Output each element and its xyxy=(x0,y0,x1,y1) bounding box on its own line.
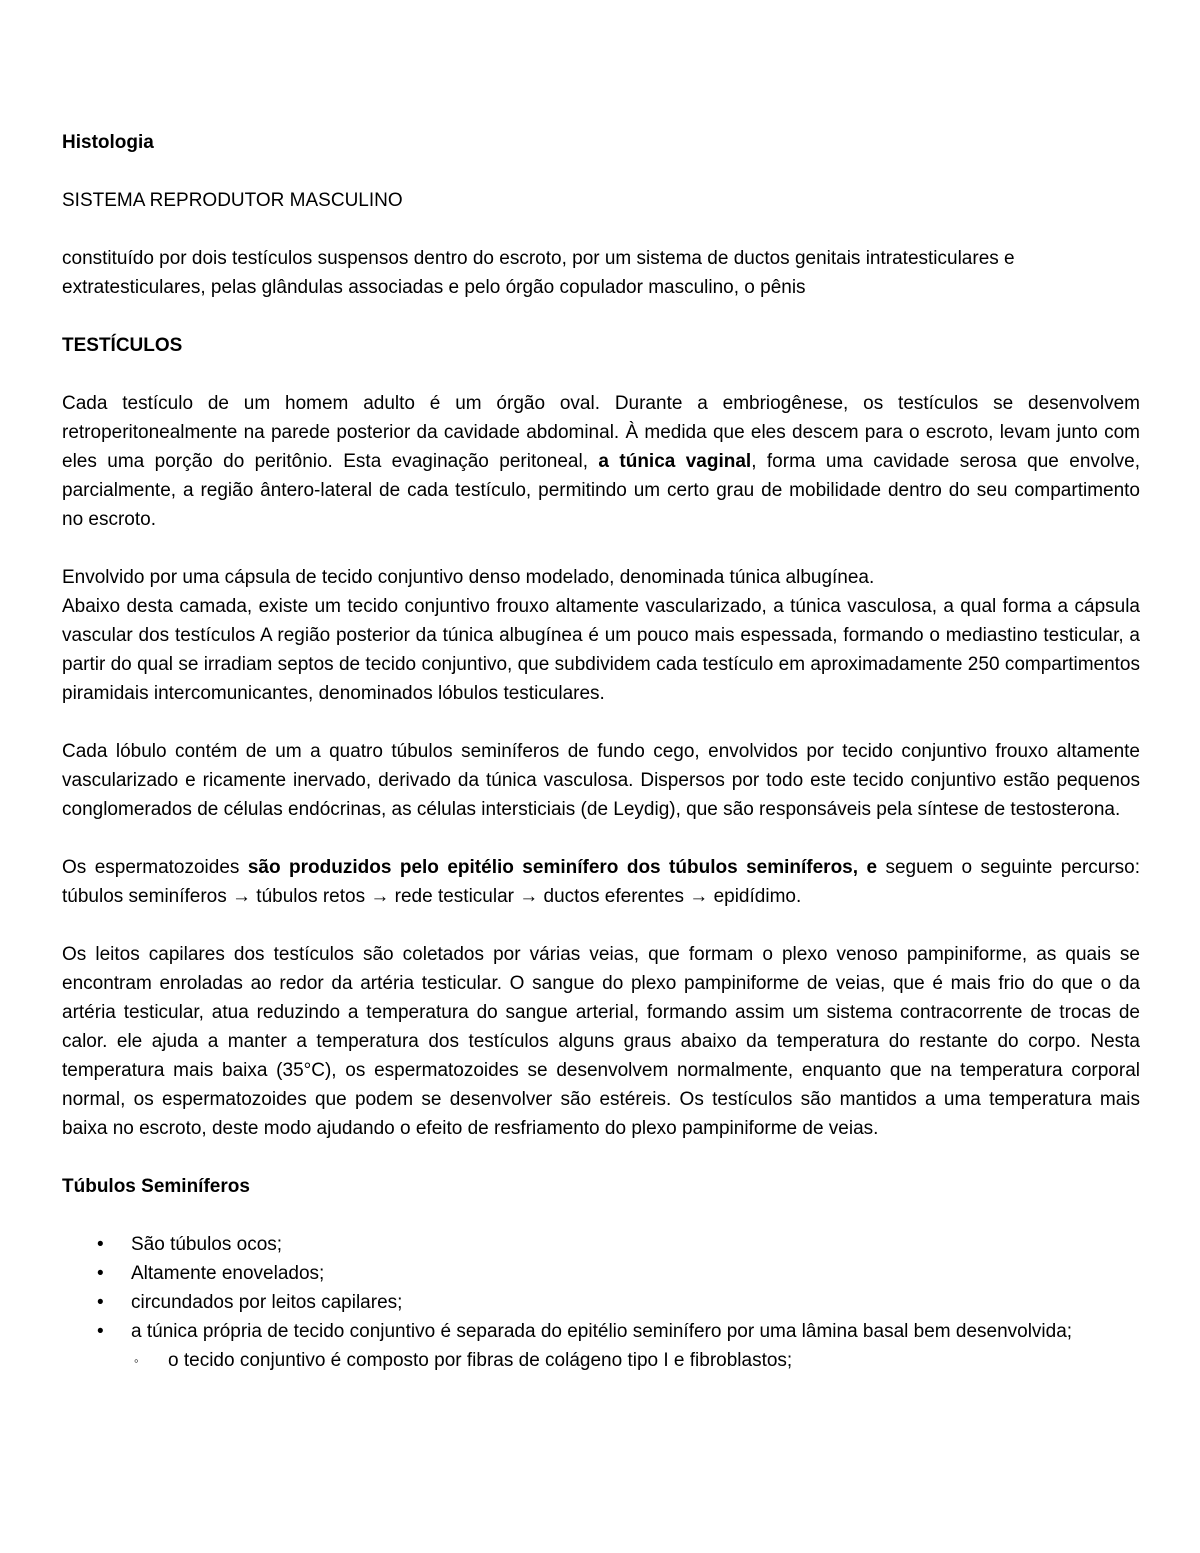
tubulos-bullet-list xyxy=(62,1230,1140,1346)
paragraph-text: Cada testículo de um homem adulto é um órgão oval. Durante a embriogênese, os testículos se desenvolvem retroperitonealmente na parede posterior da cavidade abdominal. À medida que eles descem para o escroto, levam junto com eles uma porção do peritônio. Esta evaginação peritoneal, xyxy=(62,393,1140,472)
testiculos-paragraph-2: Abaixo desta camada, existe um tecido conjuntivo frouxo altamente vascularizado, a túnica vasculosa, a qual forma a cápsula vascular dos testículos A região posterior da túnica albugínea é um pouco mais espessada, formando o mediastino testicular, a partir do qual se irradiam septos de tecido conjuntivo, que subdividem cada testículo em aproximadamente 250 compartimentos piramidais intercomunicantes, denominados lóbulos testiculares. xyxy=(62,596,1140,704)
bold-term: a túnica vaginal xyxy=(598,451,752,472)
sub-list-item: ◦ o tecido conjuntivo é composto por fibras de colágeno tipo I e fibroblastos; xyxy=(62,1346,1140,1375)
testiculos-paragraph-4 xyxy=(62,853,1140,911)
intro-paragraph: constituído por dois testículos suspensos dentro do escroto, por um sistema de ductos genitais intratesticulares e extratesticulares, pelas glândulas associadas e pelo órgão copulador masculino, o pênis xyxy=(62,248,1015,298)
bold-term: são produzidos pelo epitélio seminífero dos túbulos seminíferos, e xyxy=(247,857,878,878)
tubulos-heading: Túbulos Seminíferos xyxy=(62,1176,250,1197)
list-item: • Altamente enovelados; xyxy=(62,1259,1140,1288)
tubulos-sub-bullet-list xyxy=(62,1346,1140,1375)
testiculos-paragraph-5: Os leitos capilares dos testículos são coletados por várias veias, que formam o plexo venoso pampiniforme, as quais se encontram enroladas ao redor da artéria testicular. O sangue do plexo pampiniforme de veias, que é mais frio do que o da artéria testicular, atua reduzindo a temperatura do sangue arterial, formando assim um sistema contracorrente de trocas de calor. ele ajuda a manter a temperatura dos testículos alguns graus abaixo da temperatura do restante do corpo. Nesta temperatura mais baixa (35°C), os espermatozoides se desenvolvem normalmente, enquanto que na temperatura corporal normal, os espermatozoides que podem se desenvolver são estéreis. Os testículos são mantidos a uma temperatura mais baixa no escroto, deste modo ajudando o efeito de resfriamento do plexo pampiniforme de veias. xyxy=(62,944,1140,1139)
paragraph-text: , forma uma cavidade serosa que envolve, parcialmente, a região ântero-lateral de cada testículo, permitindo um certo grau de mobilidade dentro do seu compartimento no escroto. xyxy=(62,451,1141,530)
list-item: • São túbulos ocos; xyxy=(62,1230,1140,1259)
system-heading: SISTEMA REPRODUTOR MASCULINO xyxy=(62,190,403,211)
testiculos-paragraph-3: Cada lóbulo contém de um a quatro túbulos seminíferos de fundo cego, envolvidos por tecido conjuntivo frouxo altamente vascularizado e ricamente inervado, derivado da túnica vasculosa. Dispersos por todo este tecido conjuntivo estão pequenos conglomerados de células endócrinas, as células intersticiais (de Leydig), que são responsáveis pela síntese de testosterona. xyxy=(62,741,1140,820)
list-item: • a túnica própria de tecido conjuntivo é separada do epitélio seminífero por uma lâmina basal bem desenvolvida; xyxy=(62,1317,1140,1346)
document-title: Histologia xyxy=(62,132,154,153)
paragraph-text: seguem o seguinte percurso: túbulos seminíferos → túbulos retos → rede testicular → ductos eferentes → epidídimo. xyxy=(62,857,1141,907)
document-page xyxy=(62,128,1140,1375)
paragraph-text: Os espermatozoides xyxy=(62,857,248,878)
testiculos-heading: TESTÍCULOS xyxy=(62,335,183,356)
testiculos-paragraph-1 xyxy=(62,389,1140,534)
list-item: • circundados por leitos capilares; xyxy=(62,1288,1140,1317)
testiculos-paragraph-2-line-1: Envolvido por uma cápsula de tecido conjuntivo denso modelado, denominada túnica albugínea. xyxy=(62,567,875,588)
